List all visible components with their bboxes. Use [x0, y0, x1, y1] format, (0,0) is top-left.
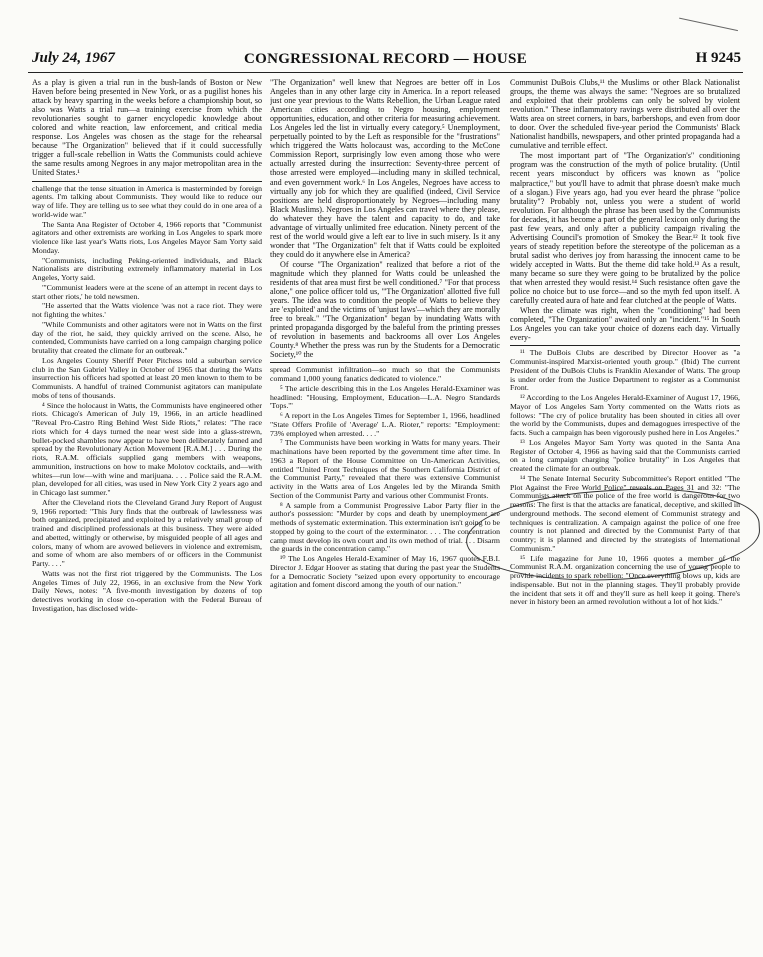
footnote-paragraph: ¹⁰ The Los Angeles Herald-Examiner of May 16, 1967 quotes F.B.I. Director J. Edgar Hoover as stating that during the past year the Students for a Democratic Society "seized upon every opportunity to encourage agitation and foment discord among the youth of our nation." [270, 554, 500, 590]
footnote-paragraph: After the Cleveland riots the Cleveland Grand Jury Report of August 9, 1966 reported: "This Jury finds that the outbreak of lawlessness was both organized, precipitated and exploited by a relatively small group of trained and disciplined professionals at this business. They were aided and abetted, wittingly or otherwise, by misguided people of all ages and colors, many of whom are avowed believers in violence and extremism, and some of whom are also members of or officers in the Communist Party. . . ." [32, 497, 262, 569]
footnote-paragraph: challenge that the tense situation in America is masterminded by foreign agents. I'm talking about Communists. They would like to reduce our way of life. They are telling us to see what they could do in one area of a world-wide war." [32, 183, 262, 219]
footnote-paragraph: ¹⁵ Life magazine for June 10, 1966 quotes a member of the Communist R.A.M. organization concerning the use of young people to provide incidents to spark rebellion: "Once everything blows up, kids are indispensable. But not in the planning stages. They'll probably provide the incident that sets it off and they'll sure as hell keep it going. There's never in history been an armed revolution without a lot of hot kids." [510, 553, 740, 607]
body-paragraph: As a play is given a trial run in the bush-lands of Boston or New Haven before being presented in New York, or as a pugilist hones his attack by heavy sparring in the weeks before a championship bout, so also was Watts a trial run—a training exercise from which the revolutionaries sought to garner encyclopedic knowledge about colored and white reaction, law enforcement, and critical media response. Los Angeles was chosen as the stage for the rehearsal because "The Organization" believed that if it could successfully trigger a full-scale rebellion in Watts the Communists could achieve the same results among Negroes in any major metropolitan area in the United States.¹ [32, 78, 262, 178]
footnote-paragraph: ⁴ Since the holocaust in Watts, the Communists have engineered other riots. Chicago's American of July 19, 1966, in an article headlined "Reveal Pro-Castro Ring Behind West Side Riots," relates: "The race riots which for 4 days turned the near west side into a glass-strewn, bullet-pocked shambles now appear to have been deliberately fanned and spread by the Revolutionary Action Movement [R.A.M.] . . . During the riots, R.A.M. officials supplied gang members with weapons, ammunition, instructions on how to make Molotov cocktails, and—with whites—run low—with wine and marijuana. . . . Police said the R.A.M. plan, developed for all cities, was used in New York City 2 years ago and in Chicago last summer." [32, 400, 262, 498]
text-column-1 [32, 78, 262, 948]
footnote-paragraph: ¹² According to the Los Angeles Herald-Examiner of August 17, 1966, Mayor of Los Angeles Sam Yorty commented on the Watts riots as follows: "The cry of police brutality has been shouted in cities all over the world by the Communists, dupes and demagogues irrespective of the facts. Such a campaign has been vigorously pushed here in Los Angeles." [510, 393, 740, 438]
footnote-separator [510, 345, 740, 346]
footnote-paragraph: ¹³ Los Angeles Mayor Sam Yorty was quoted in the Santa Ana Register of October 4, 1966 as having said that the Communists carried on a long campaign charging "police brutality" in Los Angeles that created the climate for an outbreak. [510, 437, 740, 474]
footnote-paragraph: ⁷ The Communists have been working in Watts for many years. Their machinations have been reported by the government time after time. In 1963 a Report of the House Committee on Un-American Activities, entitled "United Front Techniques of the Southern California District of the Communist Party," revealed that there was extensive Communist activity in the Watts area of Los Angeles led by the Miranda Smith Section of the Communist Party and various other Communist Fronts. [270, 438, 500, 500]
footnote-paragraph: Los Angeles County Sheriff Peter Pitchess told a suburban service club in the San Gabriel Valley in October of 1965 that during the Watts insurrection his officers had spotted at least 20 men known to them to be Communists. A handful of trained Communist agitators can manipulate mobs of tens of thousands. [32, 355, 262, 400]
footnote-paragraph: The Santa Ana Register of October 4, 1966 reports that "Communist agitators and other extremists are working in Los Angeles to spark more violence like last year's Watts riots, Los Angeles Mayor Sam Yorty said Monday. [32, 219, 262, 255]
footnote-paragraph: ⁵ The article describing this in the Los Angeles Herald-Examiner was headlined: "Housing, Employment, Education—L.A. Negro Standards 'Tops.'" [270, 383, 500, 411]
footnote-paragraph: spread Communist infiltration—so much so that the Communists command 1,000 young fanatics dedicated to violence." [270, 365, 500, 384]
header-title: CONGRESSIONAL RECORD — HOUSE [243, 51, 528, 67]
page-header [28, 50, 743, 73]
footnote-separator [270, 362, 500, 363]
body-paragraph: Communist DuBois Clubs,¹¹ the Muslims or other Black Nationalist groups, the theme was always the same: "Negroes are so brutalized and exploited that their problems can only be solved by violent revolution." These inflammatory ravings were distributed all over the Watts area on street corners, in bars, barbershops, and even from door to door. Over the scheduled five-year period the Communists' Black Nationalist handbills, newspapers, and other printed propaganda had a cumulative and terrible effect. [510, 78, 740, 151]
pen-mark [679, 4, 741, 31]
footnote-paragraph: "'Communist leaders were at the scene of an attempt in recent days to start other riots,' he told newsmen. [32, 282, 262, 301]
footnote-paragraph: "While Communists and other agitators were not in Watts on the first day of the riot, he said, they quickly arrived on the scene. Also, he contended, Communists have carried on a long campaign charging police brutality that created the climate for an outbreak." [32, 319, 262, 356]
footnote-paragraph: ⁶ A report in the Los Angeles Times for September 1, 1966, headlined "State Offers Profile of 'Average' L.A. Rioter," reports: "Employment: 73% employed when arrested. . . ." [270, 411, 500, 438]
footnote-paragraph: ⁸ A sample from a Communist Progressive Labor Party flier in the author's possession: "Murder by cops and death by unemployment are methods of systematic extermination. This extermination isn't going to be stopped by going to the court of the exterminator. . . . The concentration camp must develop its own court and its own method of trial. . . . Disarm the guards in the concentration camp." [270, 500, 500, 554]
footnote-paragraph: Watts was not the first riot triggered by the Communists. The Los Angeles Times of July 22, 1966, in an exclusive from the New York Daily News, notes: "A five-month investigation by dozens of top detectives working in close co-operation with the Federal Bureau of Investigation, has disclosed wide- [32, 568, 262, 613]
text-column-2 [270, 78, 500, 948]
header-page-number: H 9245 [695, 50, 741, 66]
body-paragraph: The most important part of "The Organization's" conditioning program was the construction of the myth of police brutality. (Until recent years misconduct by officers was known as "police malpractice," but you'll have to admit that phrase doesn't make much of a slogan.) Five years ago, had you ever heard the phrase "police brutality"? Probably not, unless you were a student of world revolution. For although the phrase has been used by the Communists for decades, it has become a part of the general lexicon only during the past few years, and only after a publicity campaign rivaling the Advertising Council's promotion of Smokey the Bear.¹² It took five years of steady repetition before the stereotype of the policeman as a brutal sadist who derives joy from harassing the innocent came to be widely accepted in Watts. But the theme did take hold.¹³ As a result, many became so sure they were going to be brutalized by the police that when arrested they would resist.¹⁴ Such resistance often gave the police no choice but to use force—and so the myth fed upon itself. A carefully created aura of hate and fear clutched at the people of Watts. [510, 151, 740, 306]
text-column-3 [510, 78, 740, 948]
footnote-paragraph: ¹⁴ The Senate Internal Security Subcommittee's Report entitled "The Plot Against the Free World Police" reveals on Pages 31 and 32: "The Communists attack on the police of the free world is dangerous for two reasons: The first is that the attacks are fanatical, deceptive, and skilled in underground methods. The second element of Communist strategy and techniques is centralization. A campaign against the police of one free country is not planned and directed by the Communist Party of that country; it is planned and directed by the strategists of International Communism." [510, 473, 740, 553]
footnote-paragraph: ¹¹ The DuBois Clubs are described by Director Hoover as "a Communist-inspired Marxist-oriented youth group." (Ibid) The current President of the DuBois Clubs is Franklin Alexander of Watts. The group is under order from the Justice Department to register as a Communist Front. [510, 348, 740, 393]
header-date: July 24, 1967 [32, 50, 115, 66]
footnote-paragraph: "He asserted that the Watts violence 'was not a race riot. They were not fighting the whites.' [32, 301, 262, 320]
body-paragraph: Of course "The Organization" realized that before a riot of the magnitude which they planned for Watts could be unleashed the residents of that area must first be well conditioned.⁷ "For that process alone," one police officer told us, "'The Organization' allotted five full years. The idea was to condition the people of Watts to believe they are 'exploited' and the victims of 'unjust laws'—which they are morally free to break." "The Organization" began by inundating Watts with printed propaganda disgorged by the baleful from the printing presses of revolution in basements and backrooms all over Los Angeles County.⁸ Whether the press was run by the Students for a Democratic Society,¹⁰ the [270, 259, 500, 360]
footnote-separator [32, 181, 262, 182]
footnote-paragraph: "Communists, including Peking-oriented individuals, and Black Nationalists are distributing extremely inflammatory material in Los Angeles, Yorty said. [32, 255, 262, 283]
body-paragraph: "The Organization" well knew that Negroes are better off in Los Angeles than in any other large city in America. In a report released just one year previous to the Watts Rebellion, the Urban League rated American cities according to Negro housing, employment opportunities, education, and other criteria for measuring achievement. Los Angeles led the list in virtually every category.⁵ Unemployment, perpetually pointed to by the Left as responsible for the "frustrations" which triggered the Watts holocaust was, according to the McCone Commission Report, surprisingly low even among those who were actually arrested during the insurrection: Seventy-three percent of those arrested were employed—including many in skilled technical, and even government work.⁶ In Los Angeles, Negroes have access to virtually any job for which they are qualified (indeed, Civil Service positions are held disproportionately by Negroes—including many Black Muslims). Negroes in Los Angeles can travel where they please, do whatever they have the talent and capacity to do, and take advantage of virtually unlimited free education. Ninety percent of the rest of the world would give a left ear to live in such misery. Is it any wonder that "The Organization" felt that if Watts could be exploited they could do it anywhere else in America? [270, 78, 500, 259]
body-paragraph: When the climate was right, when the "conditioning" had been completed, "The Organization" awaited only an "incident."¹⁵ In South Los Angeles you can take your choice of dozens each day. Virtually every- [510, 306, 740, 343]
